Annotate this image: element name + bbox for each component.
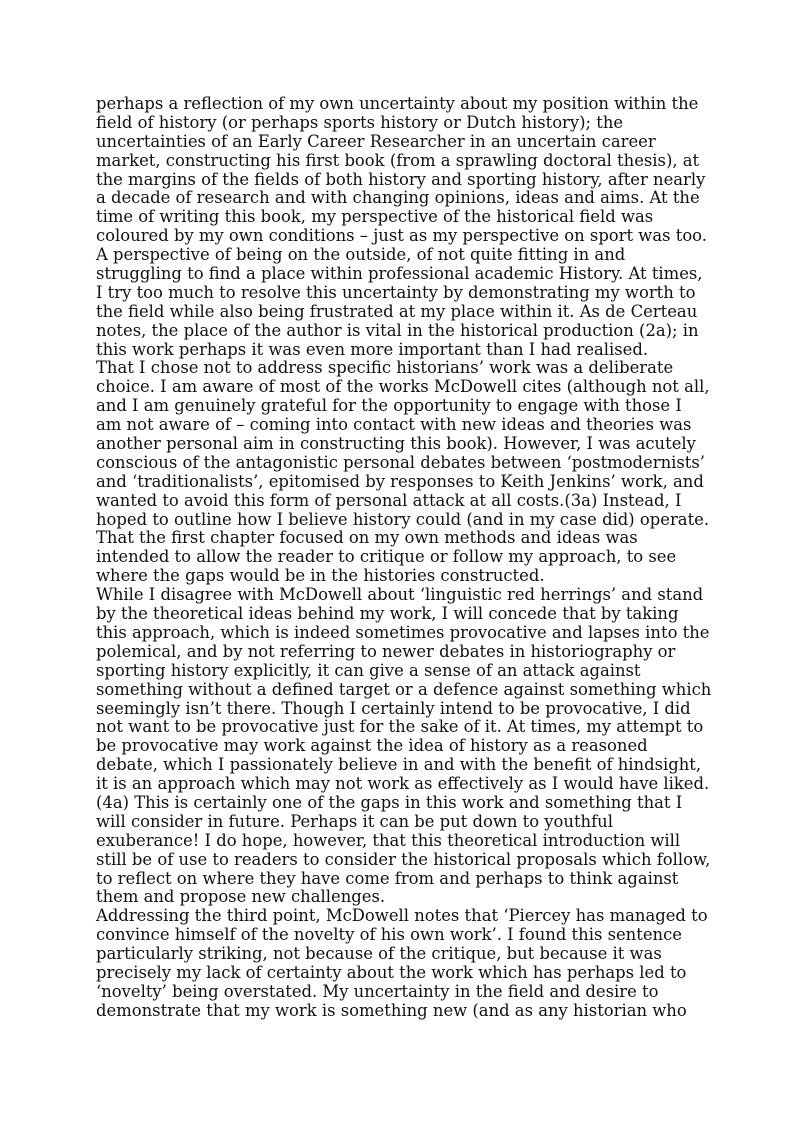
text-line: I try too much to resolve this uncertainty by demonstrating my worth to <box>96 282 696 302</box>
text-line: Addressing the third point, McDowell notes that ‘Piercey has managed to <box>96 906 708 926</box>
text-line: seemingly isn’t there. Though I certainly intend to be provocative, I did <box>96 698 691 718</box>
text-line: uncertainties of an Early Career Researcher in an uncertain career <box>96 131 656 151</box>
text-line: not want to be provocative just for the sake of it. At times, my attempt to <box>96 717 704 737</box>
text-line: am not aware of – coming into contact with new ideas and theories was <box>96 415 692 435</box>
text-line: convince himself of the novelty of his own work’. I found this sentence <box>96 925 682 945</box>
text-line: still be of use to readers to consider the historical proposals which follow, <box>96 849 711 869</box>
text-line: it is an approach which may not work as effectively as I would have liked. <box>96 774 710 794</box>
text-line: particularly striking, not because of the critique, but because it was <box>96 944 662 964</box>
text-line: conscious of the antagonistic personal debates between ‘postmodernists’ <box>96 452 706 472</box>
text-line: sporting history explicitly, it can give a sense of an attack against <box>96 660 641 680</box>
text-line: this work perhaps it was even more important than I had realised. <box>96 339 649 359</box>
text-line: them and propose new challenges. <box>96 887 386 907</box>
text-line: market, constructing his first book (from a sprawling doctoral thesis), at <box>96 150 700 170</box>
text-line: A perspective of being on the outside, of not quite fitting in and <box>96 245 626 265</box>
text-line: perhaps a reflection of my own uncertainty about my position within the <box>96 94 699 113</box>
text-line: the margins of the fields of both history and sporting history, after nearly <box>96 169 706 189</box>
document-body <box>96 95 716 1021</box>
text-line: another personal aim in constructing this book). However, I was acutely <box>96 434 696 454</box>
text-line: wanted to avoid this form of personal attack at all costs.(3a) Instead, I <box>96 490 682 510</box>
text-line: polemical, and by not referring to newer debates in historiography or <box>96 641 676 661</box>
text-line: exuberance! I do hope, however, that this theoretical introduction will <box>96 830 681 850</box>
text-line: by the theoretical ideas behind my work, I will concede that by taking <box>96 604 679 624</box>
text-line: where the gaps would be in the histories constructed. <box>96 566 545 586</box>
text-line: to reflect on where they have come from and perhaps to think against <box>96 868 679 888</box>
text-line: notes, the place of the author is vital in the historical production (2a); in <box>96 320 699 340</box>
text-line: choice. I am aware of most of the works McDowell cites (although not all, <box>96 377 710 397</box>
text-line: That I chose not to address specific historians’ work was a deliberate <box>96 358 674 378</box>
text-line: ‘novelty’ being overstated. My uncertainty in the field and desire to <box>96 981 659 1001</box>
text-line: something without a defined target or a defence against something which <box>96 679 712 699</box>
text-line: and ‘traditionalists’, epitomised by responses to Keith Jenkins’ work, and <box>96 471 704 491</box>
text-line: this approach, which is indeed sometimes provocative and lapses into the <box>96 622 710 642</box>
text-line: be provocative may work against the idea of history as a reasoned <box>96 736 648 756</box>
text-line: debate, which I passionately believe in and with the benefit of hindsight, <box>96 755 702 775</box>
text-line: (4a) This is certainly one of the gaps in this work and something that I <box>96 792 683 812</box>
text-line: struggling to find a place within professional academic History. At times, <box>96 264 703 284</box>
text-line: That the first chapter focused on my own methods and ideas was <box>96 528 638 548</box>
text-line: a decade of research and with changing opinions, ideas and aims. At the <box>96 188 700 208</box>
text-line: and I am genuinely grateful for the opportunity to engage with those I <box>96 396 682 416</box>
text-line: field of history (or perhaps sports history or Dutch history); the <box>96 112 624 132</box>
text-line: coloured by my own conditions – just as my perspective on sport was too. <box>96 226 707 246</box>
text-line: intended to allow the reader to critique or follow my approach, to see <box>96 547 677 567</box>
text-line: demonstrate that my work is something new (and as any historian who <box>96 1000 687 1020</box>
text-line: precisely my lack of certainty about the work which has perhaps led to <box>96 962 687 982</box>
text-line: While I disagree with McDowell about ‘linguistic red herrings’ and stand <box>96 585 704 605</box>
text-line: hoped to outline how I believe history could (and in my case did) operate. <box>96 509 710 529</box>
text-line: time of writing this book, my perspective of the historical field was <box>96 207 654 227</box>
text-line: will consider in future. Perhaps it can be put down to youthful <box>96 811 613 831</box>
text-line: the field while also being frustrated at my place within it. As de Certeau <box>96 301 698 321</box>
